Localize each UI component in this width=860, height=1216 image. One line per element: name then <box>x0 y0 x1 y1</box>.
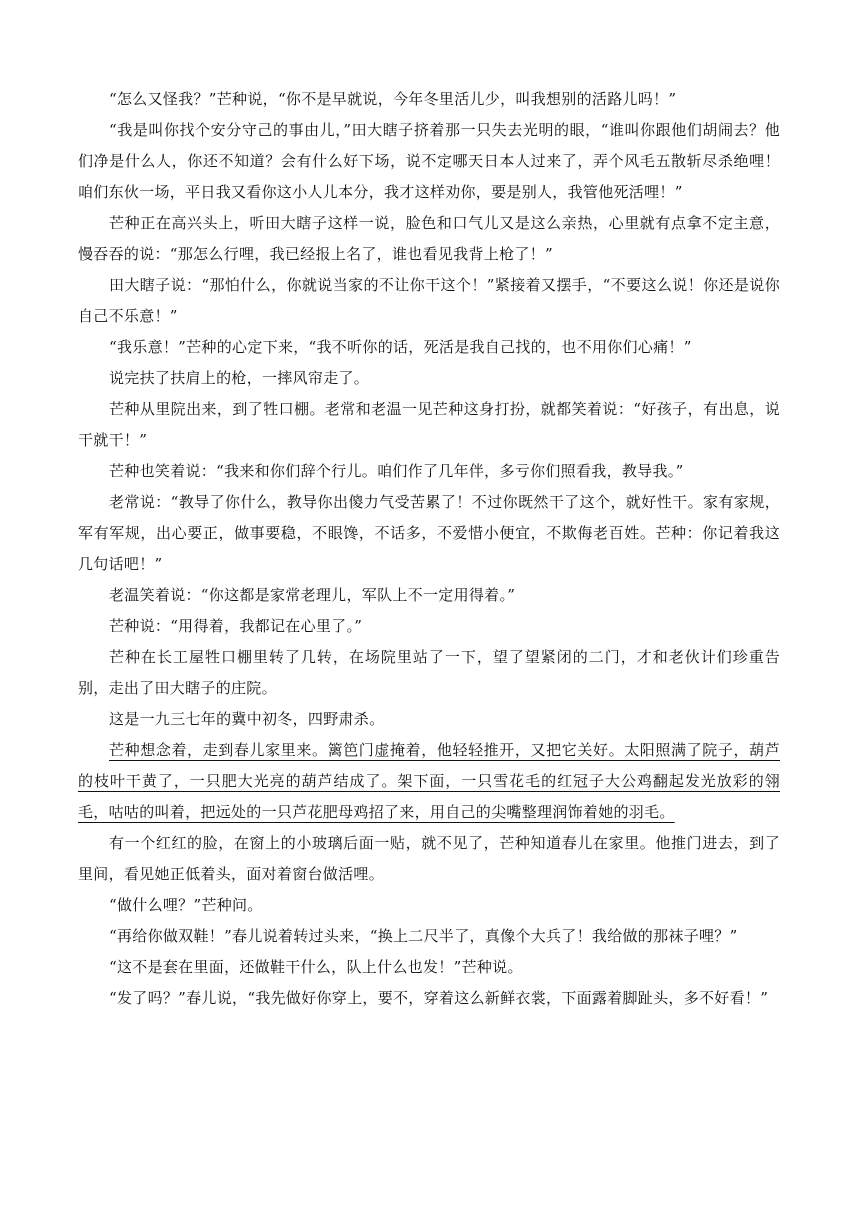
paragraph: 芒种正在高兴头上，听田大瞎子这样一说，脸色和口气儿又是这么亲热，心里就有点拿不定主意，慢吞吞的说：“那怎么行哩，我已经报上名了，谁也看见我背上枪了！” <box>78 214 780 263</box>
paragraph: 有一个红红的脸，在窗上的小玻璃后面一贴，就不见了，芒种知道春儿在家里。他推门进去，到了里间，看见她正低着头，面对着窗台做活哩。 <box>78 834 780 883</box>
paragraph: “发了吗？”春儿说，“我先做好你穿上，要不，穿着这么新鲜衣裳，下面露着脚趾头，多不好看！” <box>109 989 769 1007</box>
paragraph: 芒种说：“用得着，我都记在心里了。” <box>109 617 363 635</box>
paragraph: “做什么哩？”芒种问。 <box>109 896 263 914</box>
paragraph: 老常说：“教导了你什么，教导你出傻力气受苦累了！不过你既然干了这个，就好性干。家有家规，军有军规，出心要正，做事要稳，不眼馋，不话多，不爱惜小便宜，不欺侮老百姓。芒种：你记着我这几句话吧！” <box>78 493 780 573</box>
paragraph: 芒种从里院出来，到了牲口棚。老常和老温一见芒种这身打扮，就都笑着说：“好孩子，有出息，说干就干！” <box>78 400 780 449</box>
text-body <box>78 84 780 1014</box>
paragraph: 芒种也笑着说：“我来和你们辞个行儿。咱们作了几年伴，多亏你们照看我，教导我。” <box>109 462 684 480</box>
paragraph: “我乐意！”芒种的心定下来，“我不听你的话，死活是我自己找的，也不用你们心痛！” <box>109 338 692 356</box>
paragraph: “怎么又怪我？”芒种说，“你不是早就说，今年冬里活儿少，叫我想别的活路儿吗！” <box>109 90 677 108</box>
paragraph: 田大瞎子说：“那怕什么，你就说当家的不让你干这个！”紧接着又摆手，“不要这么说！你还是说你自己不乐意！” <box>78 276 780 325</box>
paragraph: “我是叫你找个安分守己的事由儿，”田大瞎子挤着那一只失去光明的眼，“谁叫你跟他们胡闹去？他们净是什么人，你还不知道？会有什么好下场，说不定哪天日本人过来了，弄个风毛五散斩尽杀绝哩！咱们东伙一场，平日我又看你这小人儿本分，我才这样劝你，要是别人，我管他死活哩！” <box>78 121 780 201</box>
paragraph: “这不是套在里面，还做鞋干什么，队上什么也发！”芒种说。 <box>109 958 523 976</box>
paragraph: 芒种在长工屋牲口棚里转了几转，在场院里站了一下，望了望紧闭的二门，才和老伙计们珍重告别，走出了田大瞎子的庄院。 <box>78 648 780 697</box>
underlined-paragraph: 芒种想念着，走到春儿家里来。篱笆门虚掩着，他轻轻推开，又把它关好。太阳照满了院子，葫芦的枝叶干黄了，一只肥大光亮的葫芦结成了。架下面，一只雪花毛的红冠子大公鸡翻起发光放彩的翎毛，咕咕的叫着，把远处的一只芦花肥母鸡招了来，用自己的尖嘴整理润饰着她的羽毛。 <box>78 741 780 821</box>
paragraph: 老温笑着说：“你这都是家常老理儿，军队上不一定用得着。” <box>109 586 516 604</box>
paragraph: “再给你做双鞋！”春儿说着转过头来，“换上二尺半了，真像个大兵了！我给做的那袜子哩？” <box>109 927 738 945</box>
paragraph: 说完扶了扶肩上的枪，一摔风帘走了。 <box>109 369 370 387</box>
paragraph: 这是一九三七年的冀中初冬，四野肃杀。 <box>109 710 385 728</box>
